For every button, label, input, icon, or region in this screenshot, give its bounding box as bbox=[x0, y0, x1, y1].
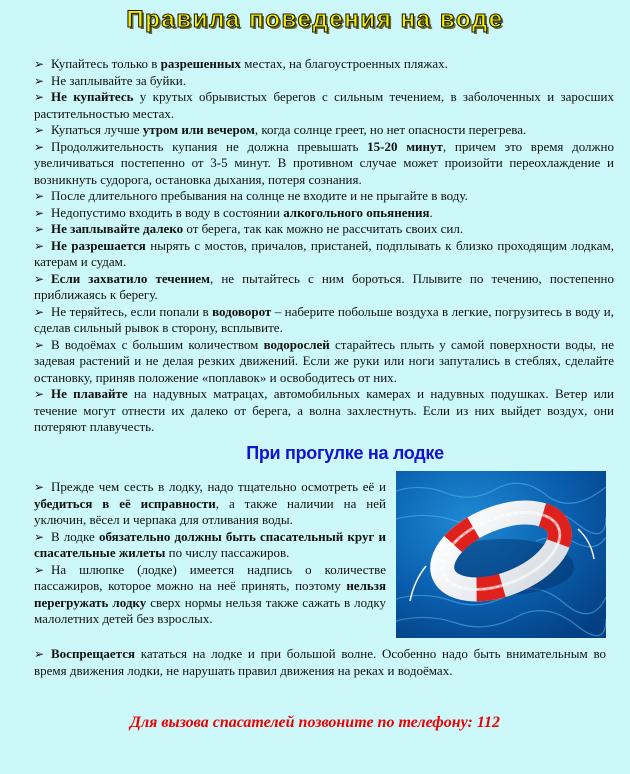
page-title: Правила поведения на воде bbox=[126, 6, 504, 33]
rule-text: После длительного пребывания на солнце не входите и не прыгайте в воду. bbox=[51, 188, 468, 203]
rule-text: – наберите побольше воздуха в легкие, погрузитесь в воду и, сделав сильный рывок в сторону, всплывите. bbox=[34, 303, 614, 335]
arrowhead-bullet-icon: ➢ bbox=[34, 387, 45, 401]
rule-text: старайтесь плыть у самой поверхности воды, не задевая растений и не делая резких движений. Если же руки или ноги запутались в стеблях, сделайте остановку, приняв положение «поплавок» и освободитесь от них. bbox=[34, 336, 614, 385]
arrowhead-bullet-icon: ➢ bbox=[34, 238, 45, 253]
rule-text: Продолжительность купания не должна превышать bbox=[51, 138, 368, 154]
rule-text: В лодке bbox=[51, 528, 99, 544]
arrowhead-bullet-icon: ➢ bbox=[34, 205, 45, 220]
rule-text-bold: водорослей bbox=[263, 336, 330, 352]
rule-text: Недопустимо входить в воду в состоянии bbox=[51, 204, 284, 220]
rule-text-bold: нельзя перегружать лодку bbox=[34, 578, 386, 610]
rule-text: . bbox=[429, 204, 433, 220]
rule-text: нырять с мостов, причалов, пристаней, подплывать к близко проходящим лодкам, катерам и судам. bbox=[34, 237, 614, 269]
rule-text: Не заплывайте за буйки. bbox=[51, 72, 186, 88]
rule-item bbox=[34, 205, 614, 222]
rule-item bbox=[34, 646, 606, 679]
rule-text: , когда солнце греет, но нет опасности перегрева. bbox=[254, 122, 527, 137]
rule-text-bold: убедиться в её исправности bbox=[34, 495, 216, 511]
rule-text-bold: обязательно должны быть спасательный круг и спасательные жилеты bbox=[34, 528, 386, 560]
arrowhead-bullet-icon: ➢ bbox=[34, 529, 45, 544]
arrowhead-bullet-icon: ➢ bbox=[34, 90, 45, 104]
rule-item bbox=[34, 221, 614, 238]
rule-text-bold: Не разрешается bbox=[51, 237, 146, 253]
swimming-rules-list bbox=[34, 56, 614, 436]
rule-text: , не пытайтесь с ним бороться. Плывите по течению, постепенно приближаясь к берегу. bbox=[34, 270, 614, 302]
rule-text-bold: разрешенных bbox=[160, 56, 241, 71]
rule-text: местах, на благоустроенных пляжах. bbox=[241, 56, 448, 71]
rule-text: сверх нормы нельзя также сажать в лодку малолетних детей без взрослых. bbox=[34, 594, 386, 626]
arrowhead-bullet-icon: ➢ bbox=[34, 123, 45, 137]
rule-text: , а также наличии на ней уключин, вёсел и черпака для отливания воды. bbox=[34, 495, 386, 527]
rule-item bbox=[34, 73, 614, 90]
rule-text-bold: утром или вечером bbox=[142, 122, 255, 137]
rule-text-bold: Не плавайте bbox=[51, 386, 128, 401]
arrowhead-bullet-icon: ➢ bbox=[34, 480, 45, 494]
rule-item bbox=[34, 271, 614, 304]
rule-item bbox=[34, 386, 614, 436]
boat-rules-list-continued bbox=[34, 646, 606, 679]
rule-text: Купайтесь только в bbox=[51, 56, 161, 71]
rule-text-bold: Воспрещается bbox=[51, 646, 136, 661]
boat-rules-list bbox=[34, 479, 386, 628]
arrowhead-bullet-icon: ➢ bbox=[34, 647, 45, 661]
arrowhead-bullet-icon: ➢ bbox=[34, 271, 45, 286]
arrowhead-bullet-icon: ➢ bbox=[34, 222, 45, 236]
rule-item bbox=[34, 479, 386, 529]
rule-item bbox=[34, 122, 614, 139]
arrowhead-bullet-icon: ➢ bbox=[34, 562, 45, 577]
arrowhead-bullet-icon: ➢ bbox=[34, 337, 45, 352]
rule-text-bold: 15-20 минут bbox=[367, 138, 443, 154]
rule-text-bold: Если захватило течением bbox=[51, 270, 211, 286]
rule-item bbox=[34, 562, 386, 628]
arrowhead-bullet-icon: ➢ bbox=[34, 73, 45, 88]
rule-item bbox=[34, 238, 614, 271]
rule-item bbox=[34, 337, 614, 387]
boat-section-heading: При прогулке на лодке bbox=[246, 443, 444, 463]
rule-text-bold: Не заплывайте далеко bbox=[51, 221, 184, 236]
rule-text: на надувных матрацах, автомобильных камерах и надувных подушках. Ветер или течение могут отнести их далеко от берега, а волна захлестнуть. Если из них выйдет воздух, они потеряют плавучесть. bbox=[34, 386, 614, 434]
rule-text: от берега, так как можно не рассчитать своих сил. bbox=[183, 221, 464, 236]
arrowhead-bullet-icon: ➢ bbox=[34, 57, 45, 71]
rule-text: кататься на лодке и при большой волне. Особенно надо быть внимательным во время движения лодки, не нарушать правил движения на реках и водоёмах. bbox=[34, 646, 606, 678]
rescue-phone-footer: Для вызова спасателей позвоните по телефону: 112 bbox=[130, 714, 500, 731]
rule-text: Не теряйтесь, если попали в bbox=[51, 303, 213, 319]
rule-item bbox=[34, 304, 614, 337]
rule-text: В водоёмах с большим количеством bbox=[51, 336, 264, 352]
arrowhead-bullet-icon: ➢ bbox=[34, 139, 45, 154]
rule-item bbox=[34, 529, 386, 562]
rule-text: у крутых обрывистых берегов с сильным течением, в заболоченных и заросших растительностью местах. bbox=[34, 89, 614, 121]
rule-text: , причем это время должно увеличиваться постепенно от 3-5 минут. В противном случае может произойти переохлаждение и возникнуть судорога, остановка дыхания, потеря сознания. bbox=[34, 138, 614, 187]
rule-item bbox=[34, 139, 614, 189]
rule-text: Купаться лучше bbox=[51, 122, 143, 137]
rule-text: Прежде чем сесть в лодку, надо тщательно осмотреть её и bbox=[51, 479, 386, 494]
rule-item bbox=[34, 188, 614, 205]
arrowhead-bullet-icon: ➢ bbox=[34, 189, 45, 203]
rule-text-bold: алкогольного опьянения bbox=[283, 204, 430, 220]
rule-item bbox=[34, 56, 614, 73]
rule-text: по числу пассажиров. bbox=[165, 545, 290, 560]
rule-text-bold: Не купайтесь bbox=[51, 89, 134, 104]
rule-text: На шлюпке (лодке) имеется надпись о количестве пассажиров, которое можно на неё принять, поэтому bbox=[34, 561, 386, 593]
rule-text-bold: водоворот bbox=[212, 303, 272, 319]
lifebuoy-photo bbox=[396, 471, 606, 638]
rule-item bbox=[34, 89, 614, 122]
arrowhead-bullet-icon: ➢ bbox=[34, 304, 45, 319]
